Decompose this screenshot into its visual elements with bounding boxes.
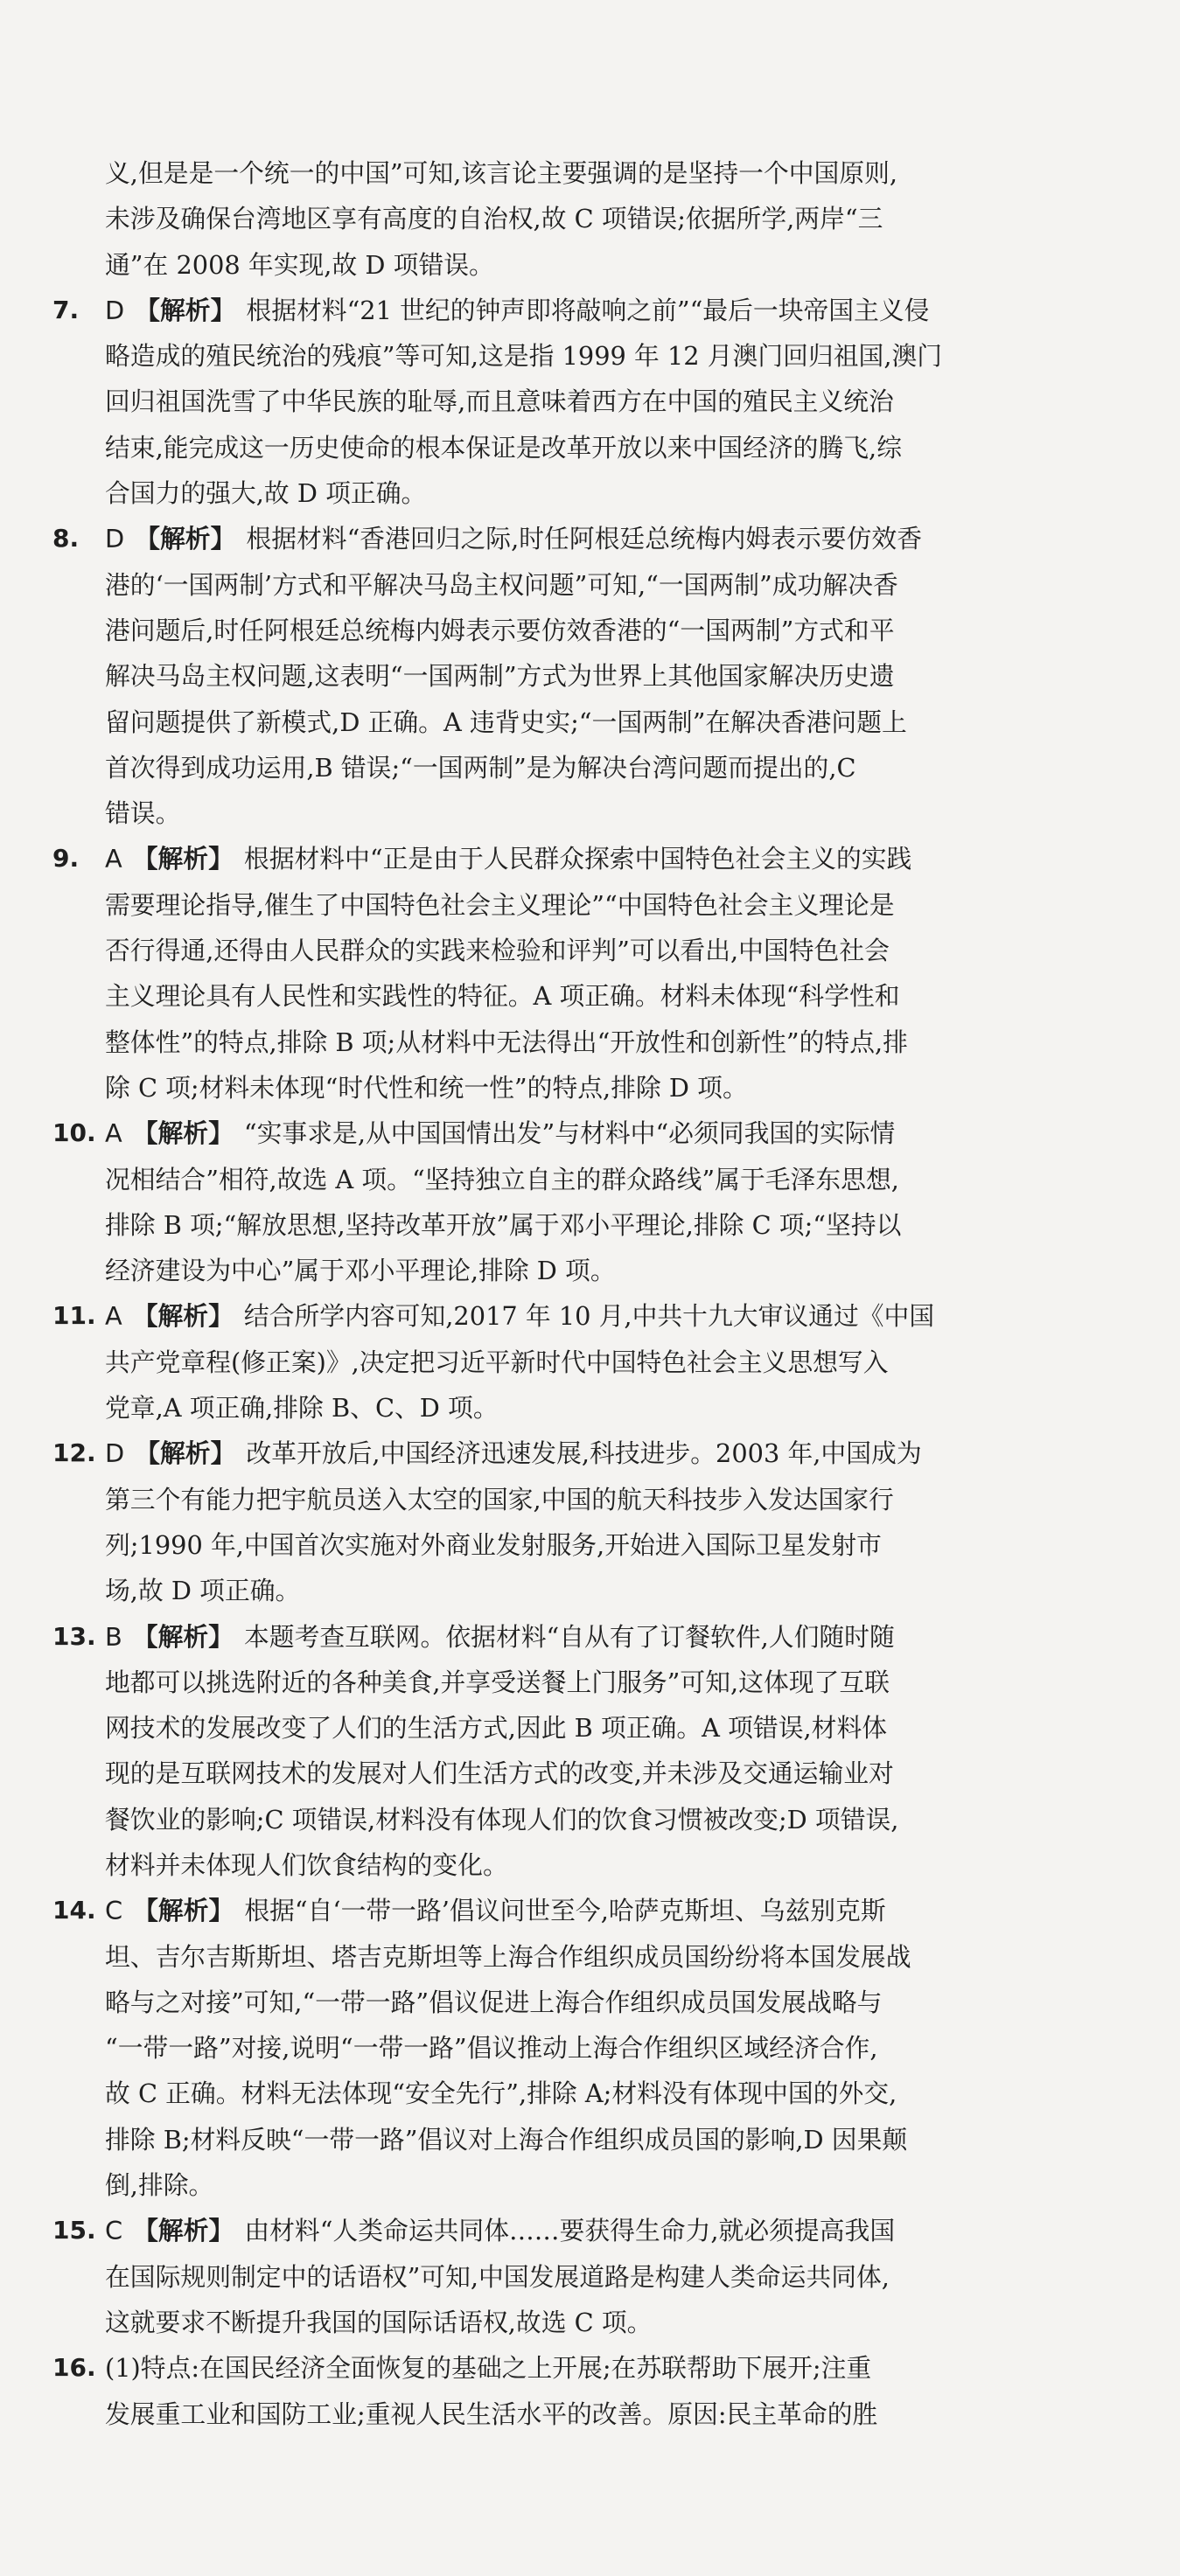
text-line: 现的是互联网技术的发展对人们生活方式的改变,并未涉及交通运输业对 — [105, 1758, 894, 1789]
line-text: 改革开放后,中国经济迅速发展,科技进步。2003 年,中国成为 — [246, 1438, 922, 1469]
text-line: 故 C 正确。材料无法体现“安全先行”,排除 A;材料没有体现中国的外交, — [105, 2078, 897, 2109]
text-line — [105, 836, 1128, 881]
question-number: 9. — [52, 844, 80, 874]
text-line — [105, 1888, 1128, 1933]
question-number: 13. — [52, 1621, 96, 1651]
answer-letter: D — [105, 524, 125, 554]
analysis-tag: 【解析】 — [135, 295, 236, 325]
analysis-tag: 【解析】 — [135, 1438, 236, 1469]
answer-letter: D — [105, 1438, 125, 1469]
analysis-tag: 【解析】 — [132, 1301, 234, 1332]
question-number: 12. — [52, 1438, 96, 1468]
text-line: 坦、吉尔吉斯斯坦、塔吉克斯坦等上海合作组织成员国纷纷将本国发展战 — [105, 1941, 911, 1972]
answer-item — [52, 1431, 1128, 1613]
line-text: (1)特点:在国民经济全面恢复的基础之上开展;在苏联帮助下展开;注重 — [105, 2353, 872, 2384]
text-line: 否行得通,还得由人民群众的实践来检验和评判”可以看出,中国特色社会 — [105, 936, 890, 966]
analysis-tag: 【解析】 — [133, 2216, 234, 2246]
text-line: 通”在 2008 年实现,故 D 项错误。 — [105, 249, 494, 280]
line-text: 结合所学内容可知,2017 年 10 月,中共十九大审议通过《中国 — [243, 1301, 935, 1332]
text-line: 网技术的发展改变了人们的生活方式,因此 B 项正确。A 项错误,材料体 — [105, 1713, 888, 1744]
answer-list — [52, 288, 1128, 2437]
line-text: 本题考查互联网。依据材料“自从有了订餐软件,人们随时随 — [243, 1621, 895, 1652]
answer-item — [52, 2208, 1128, 2345]
intro-paragraph — [105, 150, 1128, 288]
text-line: 在国际规则制定中的话语权”可知,中国发展道路是构建人类命运共同体, — [105, 2261, 890, 2292]
analysis-tag: 【解析】 — [132, 1118, 234, 1149]
line-text: “实事求是,从中国国情出发”与材料中“必须同我国的实际情 — [243, 1118, 896, 1149]
text-line: 留问题提供了新模式,D 正确。A 违背史实;“一国两制”在解决香港问题上 — [105, 707, 907, 737]
question-number: 15. — [52, 2216, 96, 2245]
text-line: 第三个有能力把宇航员送入太空的国家,中国的航天科技步入发达国家行 — [105, 1484, 894, 1514]
text-line — [105, 1293, 1128, 1339]
text-line: 况相结合”相符,故选 A 项。“坚持独立自主的群众路线”属于毛泽东思想, — [105, 1164, 899, 1194]
analysis-tag: 【解析】 — [132, 1621, 234, 1652]
answer-item — [52, 516, 1128, 836]
text-line: 略造成的殖民统治的残痕”等可知,这是指 1999 年 12 月澳门回归祖国,澳门 — [105, 341, 943, 372]
text-line — [105, 288, 1128, 333]
analysis-tag: 【解析】 — [135, 524, 236, 554]
answer-item — [52, 288, 1128, 516]
question-number: 10. — [52, 1118, 96, 1148]
text-line: 主义理论具有人民性和实践性的特征。A 项正确。材料未体现“科学性和 — [105, 981, 900, 1012]
text-line: 共产党章程(修正案)》,决定把习近平新时代中国特色社会主义思想写入 — [105, 1347, 889, 1377]
analysis-tag: 【解析】 — [132, 844, 234, 874]
text-line: 港的‘一国两制’方式和平解决马岛主权问题”可知,“一国两制”成功解决香 — [105, 569, 898, 600]
text-line: “一带一路”对接,说明“一带一路”倡议推动上海合作组织区域经济合作, — [105, 2033, 878, 2064]
text-line: 除 C 项;材料未体现“时代性和统一性”的特点,排除 D 项。 — [105, 1072, 748, 1103]
question-number: 16. — [52, 2353, 96, 2383]
line-text: 根据材料“香港回归之际,时任阿根廷总统梅内姆表示要仿效香 — [246, 524, 922, 554]
answer-item — [52, 836, 1128, 1110]
text-line: 整体性”的特点,排除 B 项;从材料中无法得出“开放性和创新性”的特点,排 — [105, 1027, 908, 1057]
text-line: 这就要求不断提升我国的国际话语权,故选 C 项。 — [105, 2307, 653, 2337]
text-line: 经济建设为中心”属于邓小平理论,排除 D 项。 — [105, 1256, 616, 1286]
question-number: 11. — [52, 1301, 96, 1331]
text-line — [105, 1614, 1128, 1660]
text-line: 错误。 — [105, 798, 181, 829]
text-line: 列;1990 年,中国首次实施对外商业发射服务,开始进入国际卫星发射市 — [105, 1529, 882, 1560]
answer-letter: A — [105, 844, 122, 874]
question-number: 14. — [52, 1896, 96, 1925]
question-number: 8. — [52, 524, 80, 553]
line-text: 根据“自‘一带一路’倡议问世至今,哈萨克斯坦、乌兹别克斯 — [244, 1896, 886, 1926]
answer-letter: B — [105, 1621, 122, 1652]
text-line: 回归祖国洗雪了中华民族的耻辱,而且意味着西方在中国的殖民主义统治 — [105, 386, 894, 417]
text-line: 排除 B;材料反映“一带一路”倡议对上海合作组织成员国的影响,D 因果颠 — [105, 2124, 908, 2155]
text-line: 发展重工业和国防工业;重视人民生活水平的改善。原因:民主革命的胜 — [105, 2398, 878, 2429]
text-line — [105, 2208, 1128, 2253]
answer-item — [52, 1293, 1128, 1431]
answer-letter: A — [105, 1301, 122, 1332]
answer-letter: C — [105, 2216, 123, 2246]
analysis-tag: 【解析】 — [133, 1896, 234, 1926]
text-line: 略与之对接”可知,“一带一路”倡议促进上海合作组织成员国发展战略与 — [105, 1987, 883, 2017]
text-line: 排除 B 项;“解放思想,坚持改革开放”属于邓小平理论,排除 C 项;“坚持以 — [105, 1209, 902, 1240]
text-line: 材料并未体现人们饮食结构的变化。 — [105, 1849, 508, 1880]
text-line: 首次得到成功运用,B 错误;“一国两制”是为解决台湾问题而提出的,C — [105, 752, 856, 783]
text-line: 港问题后,时任阿根廷总统梅内姆表示要仿效香港的“一国两制”方式和平 — [105, 615, 895, 645]
text-line: 未涉及确保台湾地区享有高度的自治权,故 C 项错误;依据所学,两岸“三 — [105, 204, 883, 234]
text-line: 党章,A 项正确,排除 B、C、D 项。 — [105, 1393, 499, 1424]
text-line: 地都可以挑选附近的各种美食,并享受送餐上门服务”可知,这体现了互联 — [105, 1667, 890, 1697]
text-line: 倒,排除。 — [105, 2170, 214, 2201]
text-line: 结束,能完成这一历史使命的根本保证是改革开放以来中国经济的腾飞,综 — [105, 432, 903, 463]
answer-letter: A — [105, 1118, 122, 1149]
line-text: 根据材料“21 世纪的钟声即将敲响之前”“最后一块帝国主义侵 — [246, 295, 930, 325]
answer-letter: D — [105, 295, 125, 325]
text-line: 合国力的强大,故 D 项正确。 — [105, 478, 427, 509]
text-line: 义,但是是一个统一的中国”可知,该言论主要强调的是坚持一个中国原则, — [105, 158, 898, 188]
question-number: 7. — [52, 295, 80, 324]
line-text: 根据材料中“正是由于人民群众探索中国特色社会主义的实践 — [243, 844, 912, 874]
answer-letter: C — [105, 1896, 123, 1926]
text-line: 需要理论指导,催生了中国特色社会主义理论”“中国特色社会主义理论是 — [105, 889, 895, 920]
answer-item — [52, 1888, 1128, 2208]
answer-item — [52, 1110, 1128, 1293]
text-line: 场,故 D 项正确。 — [105, 1576, 301, 1606]
text-line: 餐饮业的影响;C 项错误,材料没有体现人们的饮食习惯被改变;D 项错误, — [105, 1804, 899, 1835]
answer-item — [52, 1614, 1128, 1889]
line-text: 由材料“人类命运共同体……要获得生命力,就必须提高我国 — [244, 2216, 896, 2246]
answer-item — [52, 2345, 1128, 2437]
text-line — [105, 2345, 1128, 2391]
text-line — [105, 516, 1128, 561]
text-line — [105, 1431, 1128, 1476]
text-line — [105, 1110, 1128, 1156]
text-line: 解决马岛主权问题,这表明“一国两制”方式为世界上其他国家解决历史遗 — [105, 661, 895, 692]
